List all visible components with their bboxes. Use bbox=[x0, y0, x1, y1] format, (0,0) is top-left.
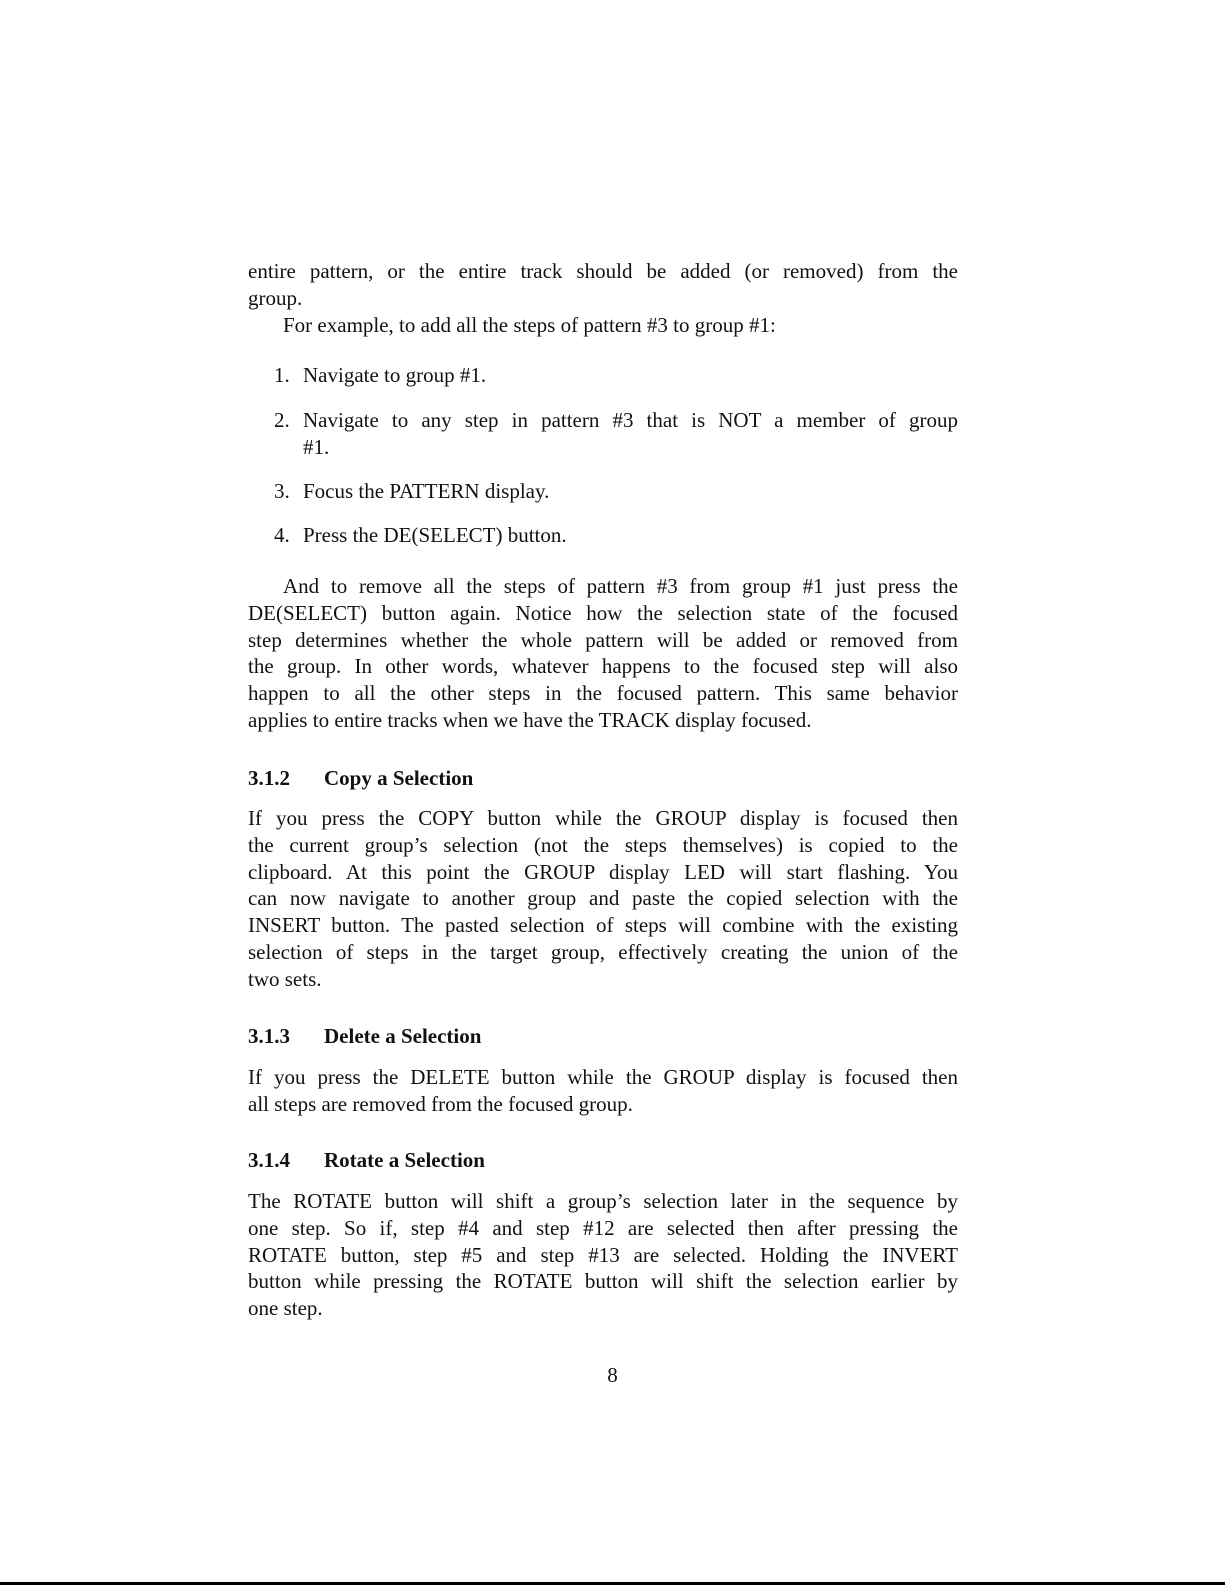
list-number: 4. bbox=[274, 523, 290, 547]
section-number: 3.1.4 bbox=[248, 1148, 290, 1172]
list-number: 2. bbox=[274, 408, 290, 432]
list-number: 3. bbox=[274, 479, 290, 503]
section-paragraph bbox=[248, 1064, 958, 1118]
text-line: INSERT button. The pasted selection of steps will combine with the existing bbox=[248, 913, 958, 938]
text-line: ROTATE button, step #5 and step #13 are selected. Holding the INVERT bbox=[248, 1242, 958, 1267]
remove-paragraph bbox=[248, 573, 958, 734]
text-line: one step. bbox=[248, 1296, 323, 1321]
text-line: can now navigate to another group and paste the copied selection with the bbox=[248, 886, 958, 911]
section-number: 3.1.3 bbox=[248, 1024, 290, 1048]
text-line: the current group’s selection (not the steps themselves) is copied to the bbox=[248, 832, 958, 857]
page-number: 8 bbox=[607, 1363, 618, 1387]
section-heading bbox=[248, 1147, 485, 1174]
section-heading bbox=[248, 765, 473, 792]
text-line: two sets. bbox=[248, 966, 322, 991]
list-item bbox=[248, 478, 958, 505]
text-line: all steps are removed from the focused group. bbox=[248, 1091, 633, 1116]
section-title: Delete a Selection bbox=[324, 1024, 482, 1048]
text-line: entire pattern, or the entire track should be added (or removed) from the bbox=[248, 259, 958, 283]
example-line: For example, to add all the steps of pattern #3 to group #1: bbox=[283, 312, 776, 337]
text-line: the group. In other words, whatever happens to the focused step will also bbox=[248, 654, 958, 679]
text-line: happen to all the other steps in the focused pattern. This same behavior bbox=[248, 681, 958, 706]
section-title: Copy a Selection bbox=[324, 766, 474, 790]
intro-paragraph bbox=[248, 258, 958, 338]
text-line: one step. So if, step #4 and step #12 are selected then after pressing the bbox=[248, 1215, 958, 1240]
text-line: Navigate to group #1. bbox=[303, 363, 487, 387]
section-title: Rotate a Selection bbox=[324, 1148, 485, 1172]
section-paragraph bbox=[248, 1188, 958, 1322]
text-line: applies to entire tracks when we have the TRACK display focused. bbox=[248, 707, 812, 732]
text-line: If you press the COPY button while the GROUP display is focused then bbox=[248, 806, 958, 830]
text-line: selection of steps in the target group, effectively creating the union of the bbox=[248, 939, 958, 964]
text-line: step determines whether the whole pattern will be added or removed from bbox=[248, 627, 958, 652]
list-item bbox=[248, 522, 958, 549]
text-line: clipboard. At this point the GROUP display LED will start flashing. You bbox=[248, 859, 958, 884]
section-paragraph bbox=[248, 805, 958, 993]
text-line: Navigate to any step in pattern #3 that is NOT a member of group bbox=[303, 408, 958, 432]
text-line: #1. bbox=[303, 434, 330, 459]
text-line: If you press the DELETE button while the GROUP display is focused then bbox=[248, 1065, 958, 1089]
text-line: DE(SELECT) button again. Notice how the selection state of the focused bbox=[248, 600, 958, 625]
list-number: 1. bbox=[274, 363, 290, 387]
text-line: Focus the PATTERN display. bbox=[303, 479, 550, 503]
text-line: And to remove all the steps of pattern #3 from group #1 just press the bbox=[283, 574, 958, 598]
text-line: group. bbox=[248, 285, 303, 310]
section-heading bbox=[248, 1023, 481, 1050]
list-item bbox=[248, 407, 958, 461]
text-line: The ROTATE button will shift a group’s selection later in the sequence by bbox=[248, 1189, 958, 1213]
text-line: Press the DE(SELECT) button. bbox=[303, 523, 567, 547]
list-item bbox=[248, 362, 958, 389]
section-number: 3.1.2 bbox=[248, 766, 290, 790]
text-line: button while pressing the ROTATE button will shift the selection earlier by bbox=[248, 1269, 958, 1294]
